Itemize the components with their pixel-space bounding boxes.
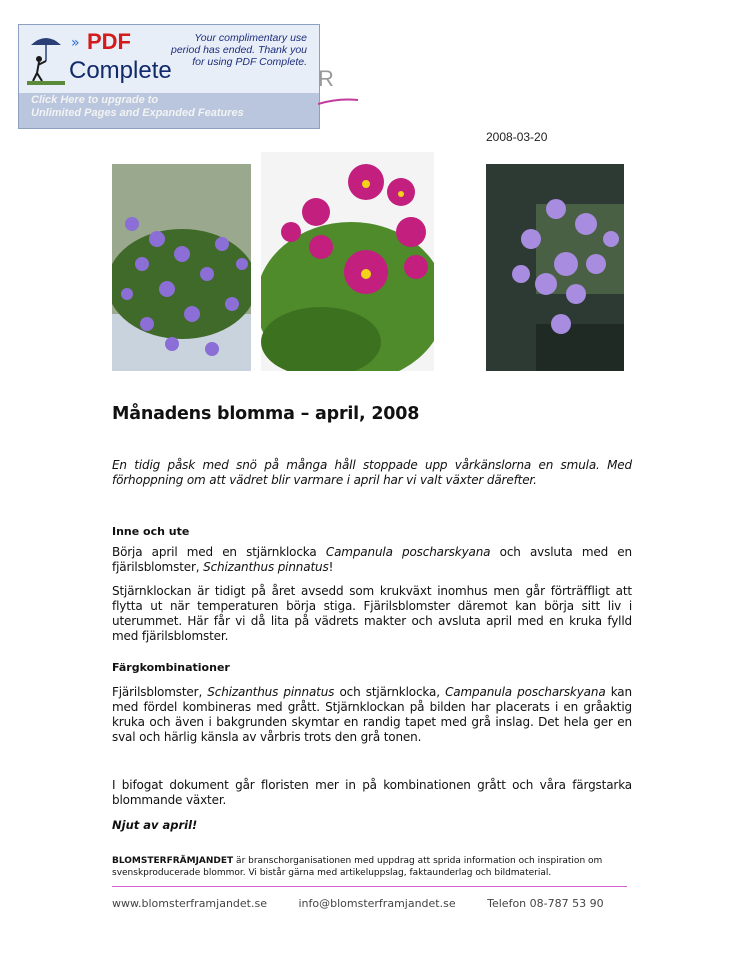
photo-campanula-pot [112, 164, 251, 371]
paragraph-3 [112, 685, 632, 745]
banner-pdf-label: PDF [87, 29, 131, 54]
upgrade-line-2[interactable]: Unlimited Pages and Expanded Features [31, 107, 244, 119]
p3-text-b: och stjärnklocka, [334, 685, 446, 699]
paragraph-2: Stjärnklockan är tidigt på året avsedd som krukväxt inomhus men går förträffligt att flytta ut när temperaturen börja stiga. Fjärilsblomster däremot kan börja sitt liv i uterummet. Här får vi då lita på vädrets makter och avsluta april med en kruka fylld med fjärilsblomster. [112, 584, 632, 643]
photo-campanula-closeup [486, 164, 624, 371]
footer-org-name: BLOMSTERFRÄMJANDET [112, 856, 234, 866]
footer-about [112, 855, 632, 879]
p1-species-2: Schizanthus pinnatus [203, 560, 329, 574]
p1-text-b: och avsluta med en fjärilsblomster, [112, 545, 632, 574]
section-heading-fargkombinationer: Färgkombinationer [112, 661, 230, 674]
closing-line: Njut av april! [112, 818, 198, 832]
footer-phone: Telefon 08-787 53 90 [487, 897, 604, 910]
page-title: Månadens blomma – april, 2008 [112, 404, 420, 424]
paragraph-4: I bifogat dokument går floristen mer in på kombinationen grått och våra färgstarka blommande växter. [112, 778, 632, 807]
p3-species-2: Campanula poscharskyana [445, 685, 606, 699]
header-partial-logo: R [318, 66, 334, 91]
upgrade-line-1[interactable]: Click Here to upgrade to [31, 94, 159, 106]
pdf-complete-banner[interactable] [18, 24, 320, 129]
footer-divider [112, 886, 627, 887]
p3-text-a: Fjärilsblomster, [112, 685, 208, 699]
footer-email-link[interactable]: info@blomsterframjandet.se [298, 897, 456, 910]
p1-species-1: Campanula poscharskyana [325, 545, 491, 559]
banner-complete-label: Complete [69, 57, 172, 84]
upgrade-link[interactable] [31, 94, 244, 120]
p1-text-c: ! [328, 560, 334, 574]
footer-contacts [112, 897, 632, 910]
umbrella-figure-icon [27, 31, 65, 85]
double-chevron-icon: » [71, 35, 80, 51]
paragraph-1 [112, 545, 632, 575]
section-heading-inne-och-ute: Inne och ute [112, 525, 190, 538]
p3-text-c: kan med fördel kombineras med grått. Stjärnklockan på bilden har placerats i en gråaktig kruka och även i bakgrunden skymtar en randig tapet med grå inslag. Det hela ger en sval och härlig känsla av vårbris trots den grå tonen. [112, 685, 632, 744]
footer-website-link[interactable]: www.blomsterframjandet.se [112, 897, 267, 910]
p3-species-1: Schizanthus pinnatus [207, 685, 335, 699]
document-date: 2008-03-20 [486, 130, 548, 144]
footer-about-text: är branschorganisationen med uppdrag att sprida information och inspiration om svenskproducerade blommor. Vi bistår gärna med artikeluppslag, faktaunderlag och bildmaterial. [112, 856, 603, 878]
p1-text-a: Börja april med en stjärnklocka [112, 545, 326, 559]
photo-schizanthus [261, 152, 434, 371]
intro-paragraph: En tidig påsk med snö på många håll stoppade upp vårkänslorna en smula. Med förhoppning om att vädret blir varmare i april har vi valt växter därefter. [112, 458, 632, 487]
logo-swoosh [318, 96, 358, 106]
banner-message: Your complimentary use period has ended. Thank you for using PDF Complete. [170, 32, 307, 68]
